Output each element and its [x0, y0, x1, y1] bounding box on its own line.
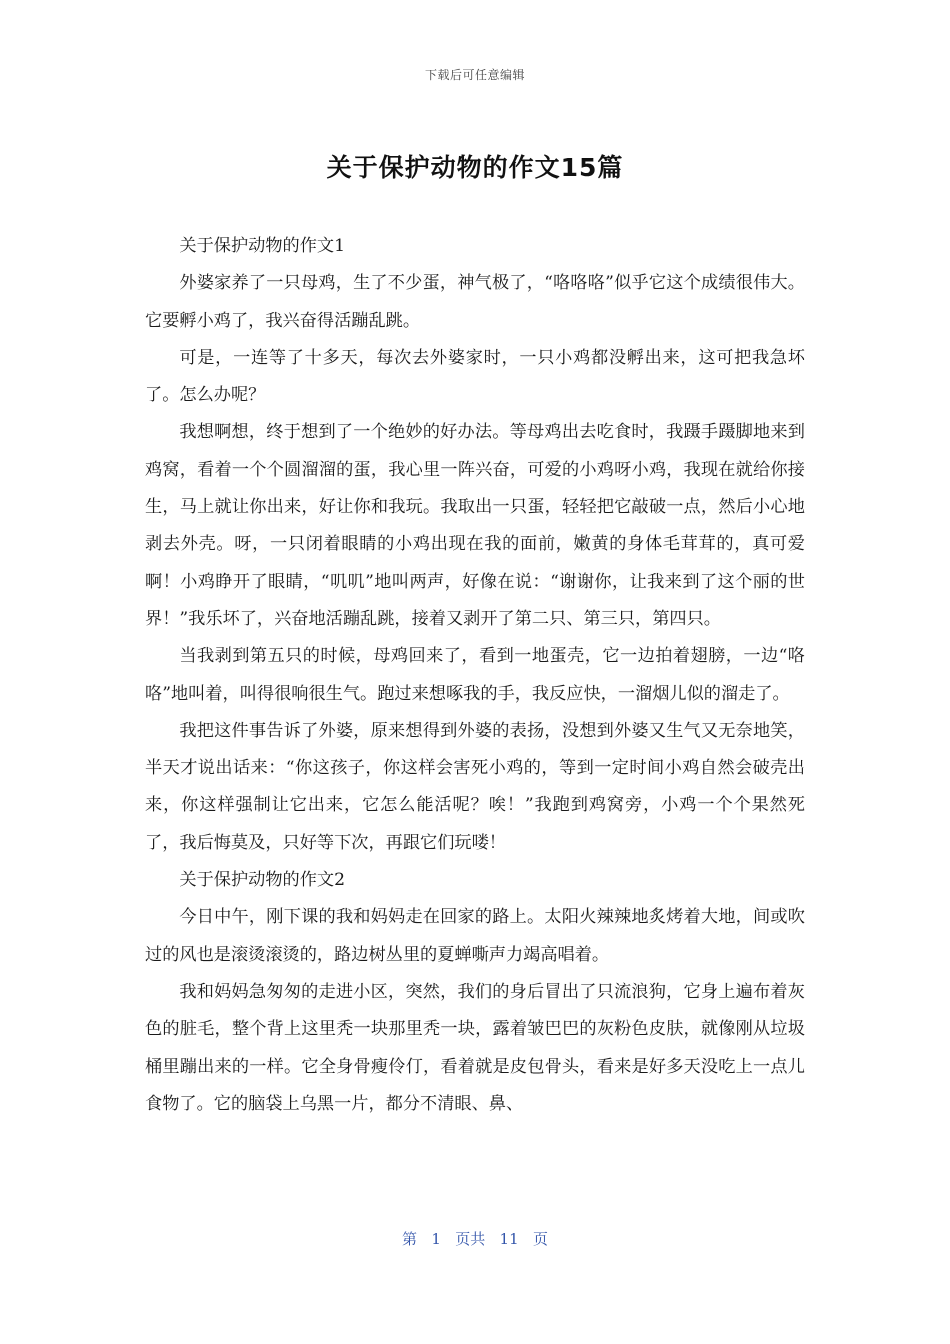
footer-ye: 页	[532, 1230, 548, 1248]
footer-di: 第	[402, 1230, 418, 1248]
section-heading-2: 关于保护动物的作文2	[179, 870, 346, 891]
footer-page-number: 1	[431, 1230, 441, 1248]
paragraph: 我把这件事告诉了外婆，原来想得到外婆的表扬，没想到外婆又生气又无奈地笑，半天才说出话来：“你这孩子，你这样会害死小鸡的，等到一定时间小鸡自然会破壳出来，你这样强制让它出来，它怎么能活呢？唉！”我跑到鸡窝旁，小鸡一个个果然死了，我后悔莫及，只好等下次，再跟它们玩喽！	[145, 720, 805, 853]
paragraph: 当我剥到第五只的时候，母鸡回来了，看到一地蛋壳，它一边拍着翅膀，一边“咯咯”地叫着，叫得很响很生气。跑过来想啄我的手，我反应快，一溜烟儿似的溜走了。	[145, 646, 805, 704]
paragraph: 外婆家养了一只母鸡，生了不少蛋，神气极了，“咯咯咯”似乎它这个成绩很伟大。它要孵小鸡了，我兴奋得活蹦乱跳。	[145, 273, 805, 331]
paragraph: 可是，一连等了十多天，每次去外婆家时，一只小鸡都没孵出来，这可把我急坏了。怎么办呢？	[145, 347, 805, 406]
page-footer	[0, 1228, 950, 1249]
section-heading-1: 关于保护动物的作文1	[179, 236, 346, 256]
footer-ye-gong: 页共	[455, 1230, 486, 1248]
header-note: 下载后可任意编辑	[424, 68, 525, 82]
document-title: 关于保护动物的作文15篇	[326, 153, 624, 182]
paragraph: 我和妈妈急匆匆的走进小区，突然，我们的身后冒出了只流浪狗，它身上遍布着灰色的脏毛，整个背上这里秃一块那里秃一块，露着皱巴巴的灰粉色皮肤，就像刚从垃圾桶里蹦出来的一样。它全身骨瘦伶仃，看着就是皮包骨头，看来是好多天没吃上一点儿食物了。它的脑袋上乌黑一片，都分不清眼、鼻、	[145, 981, 805, 1114]
footer-total-pages: 11	[499, 1230, 519, 1248]
paragraph: 我想啊想，终于想到了一个绝妙的好办法。等母鸡出去吃食时，我蹑手蹑脚地来到鸡窝，看着一个个圆溜溜的蛋，我心里一阵兴奋，可爱的小鸡呀小鸡，我现在就给你接生，马上就让你出来，好让你和我玩。我取出一只蛋，轻轻把它敲破一点，然后小心地剥去外壳。呀，一只闭着眼睛的小鸡出现在我的面前，嫩黄的身体毛茸茸的，真可爱啊！小鸡睁开了眼睛，“叽叽”地叫两声，好像在说：“谢谢你，让我来到了这个丽的世界！”我乐坏了，兴奋地活蹦乱跳，接着又剥开了第二只、第三只，第四只。	[145, 422, 805, 629]
paragraph: 今日中午，刚下课的我和妈妈走在回家的路上。太阳火辣辣地炙烤着大地，间或吹过的风也是滚烫滚烫的，路边树丛里的夏蝉嘶声力竭高唱着。	[145, 907, 805, 965]
document-body	[145, 228, 805, 1123]
